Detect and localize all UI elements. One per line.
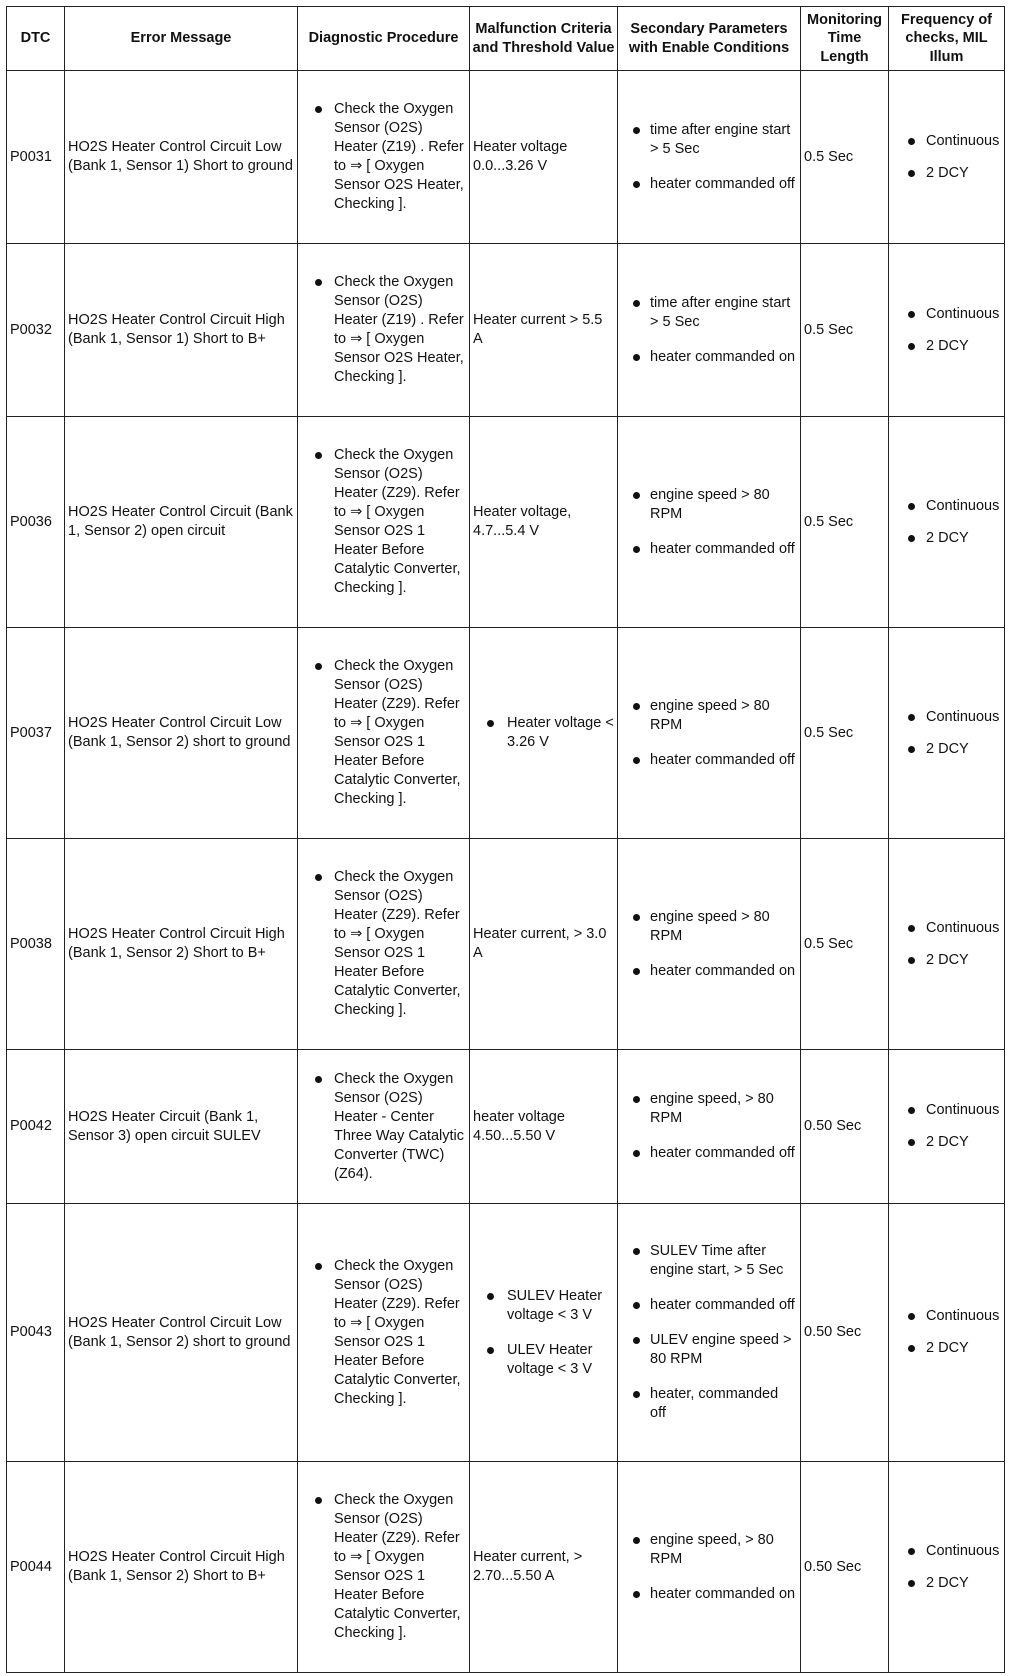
- cell-monitoring-time: 0.50 Sec: [801, 1462, 889, 1673]
- cell-frequency: [889, 628, 1005, 839]
- table-row: [7, 71, 1005, 244]
- criteria-list: [473, 714, 614, 752]
- list-item: heater commanded off: [621, 1144, 797, 1163]
- header-dtc: DTC: [7, 7, 65, 71]
- cell-frequency: [889, 839, 1005, 1050]
- list-item: Continuous: [892, 132, 1001, 151]
- list-item: ULEV Heater voltage < 3 V: [473, 1341, 614, 1379]
- cell-malfunction-criteria: Heater current > 5.5 A: [470, 244, 618, 417]
- cell-dtc: P0044: [7, 1462, 65, 1673]
- list-item: heater commanded off: [621, 751, 797, 770]
- cell-secondary-parameters: [618, 1204, 801, 1462]
- secondary-list: [621, 486, 797, 559]
- cell-monitoring-time: 0.5 Sec: [801, 628, 889, 839]
- cell-frequency: [889, 1462, 1005, 1673]
- cell-diagnostic-procedure: [298, 1050, 470, 1204]
- header-row: [7, 7, 1005, 71]
- secondary-list: [621, 294, 797, 367]
- list-item: 2 DCY: [892, 740, 1001, 759]
- cell-malfunction-criteria: Heater current, > 2.70...5.50 A: [470, 1462, 618, 1673]
- cell-malfunction-criteria: [470, 1204, 618, 1462]
- secondary-list: [621, 121, 797, 194]
- frequency-list: [892, 1101, 1001, 1152]
- list-item: 2 DCY: [892, 529, 1001, 548]
- cell-malfunction-criteria: [470, 628, 618, 839]
- list-item: engine speed > 80 RPM: [621, 697, 797, 735]
- frequency-list: [892, 1542, 1001, 1593]
- list-item: heater, commanded off: [621, 1385, 797, 1423]
- list-item: heater commanded off: [621, 1296, 797, 1315]
- cell-error-message: HO2S Heater Control Circuit Low (Bank 1, Sensor 1) Short to ground: [65, 71, 298, 244]
- procedure-text: Check the Oxygen Sensor (O2S) Heater (Z19) . Refer to ⇒ [ Oxygen Sensor O2S Heater, Checking ].: [301, 100, 466, 214]
- cell-secondary-parameters: [618, 1462, 801, 1673]
- procedure-list: [301, 1491, 466, 1643]
- dtc-table-container: [6, 6, 1005, 1673]
- frequency-list: [892, 132, 1001, 183]
- frequency-list: [892, 1307, 1001, 1358]
- cell-monitoring-time: 0.50 Sec: [801, 1050, 889, 1204]
- secondary-list: [621, 1531, 797, 1604]
- procedure-text: Check the Oxygen Sensor (O2S) Heater - Center Three Way Catalytic Converter (TWC) (Z64).: [301, 1070, 466, 1184]
- table-row: [7, 628, 1005, 839]
- procedure-text: Check the Oxygen Sensor (O2S) Heater (Z29). Refer to ⇒ [ Oxygen Sensor O2S 1 Heater Before Catalytic Converter, Checking ].: [301, 446, 466, 598]
- table-row: [7, 839, 1005, 1050]
- list-item: engine speed, > 80 RPM: [621, 1090, 797, 1128]
- cell-diagnostic-procedure: [298, 417, 470, 628]
- list-item: 2 DCY: [892, 951, 1001, 970]
- cell-dtc: P0032: [7, 244, 65, 417]
- cell-malfunction-criteria: heater voltage 4.50...5.50 V: [470, 1050, 618, 1204]
- header-malfunction-criteria: Malfunction Criteria and Threshold Value: [470, 7, 618, 71]
- procedure-text: Check the Oxygen Sensor (O2S) Heater (Z19) . Refer to ⇒ [ Oxygen Sensor O2S Heater, Checking ].: [301, 273, 466, 387]
- list-item: SULEV Heater voltage < 3 V: [473, 1287, 614, 1325]
- table-body: [7, 71, 1005, 1673]
- header-secondary-parameters: Secondary Parameters with Enable Conditions: [618, 7, 801, 71]
- list-item: engine speed, > 80 RPM: [621, 1531, 797, 1569]
- cell-error-message: HO2S Heater Control Circuit High (Bank 1, Sensor 2) Short to B+: [65, 839, 298, 1050]
- list-item: 2 DCY: [892, 337, 1001, 356]
- procedure-list: [301, 1070, 466, 1184]
- list-item: engine speed > 80 RPM: [621, 908, 797, 946]
- cell-diagnostic-procedure: [298, 628, 470, 839]
- list-item: Continuous: [892, 305, 1001, 324]
- cell-malfunction-criteria: Heater voltage 0.0...3.26 V: [470, 71, 618, 244]
- procedure-text: Check the Oxygen Sensor (O2S) Heater (Z29). Refer to ⇒ [ Oxygen Sensor O2S 1 Heater Before Catalytic Converter, Checking ].: [301, 1491, 466, 1643]
- procedure-list: [301, 1257, 466, 1409]
- procedure-text: Check the Oxygen Sensor (O2S) Heater (Z29). Refer to ⇒ [ Oxygen Sensor O2S 1 Heater Before Catalytic Converter, Checking ].: [301, 868, 466, 1020]
- cell-frequency: [889, 71, 1005, 244]
- header-error-message: Error Message: [65, 7, 298, 71]
- cell-secondary-parameters: [618, 244, 801, 417]
- list-item: heater commanded off: [621, 175, 797, 194]
- procedure-list: [301, 868, 466, 1020]
- cell-monitoring-time: 0.5 Sec: [801, 839, 889, 1050]
- procedure-list: [301, 446, 466, 598]
- list-item: 2 DCY: [892, 1574, 1001, 1593]
- header-frequency: Frequency of checks, MIL Illum: [889, 7, 1005, 71]
- cell-secondary-parameters: [618, 417, 801, 628]
- cell-frequency: [889, 244, 1005, 417]
- list-item: Heater voltage < 3.26 V: [473, 714, 614, 752]
- cell-secondary-parameters: [618, 628, 801, 839]
- cell-error-message: HO2S Heater Control Circuit High (Bank 1, Sensor 1) Short to B+: [65, 244, 298, 417]
- cell-dtc: P0038: [7, 839, 65, 1050]
- procedure-text: Check the Oxygen Sensor (O2S) Heater (Z29). Refer to ⇒ [ Oxygen Sensor O2S 1 Heater Before Catalytic Converter, Checking ].: [301, 1257, 466, 1409]
- cell-secondary-parameters: [618, 839, 801, 1050]
- header-monitoring-time: Monitoring Time Length: [801, 7, 889, 71]
- list-item: 2 DCY: [892, 1339, 1001, 1358]
- frequency-list: [892, 919, 1001, 970]
- cell-frequency: [889, 417, 1005, 628]
- header-diagnostic-procedure: Diagnostic Procedure: [298, 7, 470, 71]
- cell-diagnostic-procedure: [298, 1204, 470, 1462]
- table-row: [7, 417, 1005, 628]
- list-item: ULEV engine speed > 80 RPM: [621, 1331, 797, 1369]
- cell-monitoring-time: 0.5 Sec: [801, 71, 889, 244]
- list-item: heater commanded on: [621, 348, 797, 367]
- cell-error-message: HO2S Heater Circuit (Bank 1, Sensor 3) open circuit SULEV: [65, 1050, 298, 1204]
- frequency-list: [892, 497, 1001, 548]
- list-item: time after engine start > 5 Sec: [621, 294, 797, 332]
- table-row: [7, 1204, 1005, 1462]
- cell-error-message: HO2S Heater Control Circuit (Bank 1, Sensor 2) open circuit: [65, 417, 298, 628]
- procedure-list: [301, 657, 466, 809]
- procedure-text: Check the Oxygen Sensor (O2S) Heater (Z29). Refer to ⇒ [ Oxygen Sensor O2S 1 Heater Before Catalytic Converter, Checking ].: [301, 657, 466, 809]
- list-item: 2 DCY: [892, 1133, 1001, 1152]
- cell-dtc: P0043: [7, 1204, 65, 1462]
- cell-monitoring-time: 0.50 Sec: [801, 1204, 889, 1462]
- cell-malfunction-criteria: Heater current, > 3.0 A: [470, 839, 618, 1050]
- cell-error-message: HO2S Heater Control Circuit Low (Bank 1, Sensor 2) short to ground: [65, 628, 298, 839]
- list-item: engine speed > 80 RPM: [621, 486, 797, 524]
- cell-monitoring-time: 0.5 Sec: [801, 417, 889, 628]
- secondary-list: [621, 908, 797, 981]
- cell-secondary-parameters: [618, 1050, 801, 1204]
- list-item: Continuous: [892, 1101, 1001, 1120]
- cell-dtc: P0031: [7, 71, 65, 244]
- list-item: time after engine start > 5 Sec: [621, 121, 797, 159]
- list-item: Continuous: [892, 1307, 1001, 1326]
- cell-diagnostic-procedure: [298, 1462, 470, 1673]
- list-item: heater commanded off: [621, 540, 797, 559]
- cell-frequency: [889, 1204, 1005, 1462]
- cell-diagnostic-procedure: [298, 839, 470, 1050]
- list-item: heater commanded on: [621, 1585, 797, 1604]
- cell-dtc: P0036: [7, 417, 65, 628]
- table-row: [7, 1050, 1005, 1204]
- cell-diagnostic-procedure: [298, 244, 470, 417]
- procedure-list: [301, 273, 466, 387]
- list-item: 2 DCY: [892, 164, 1001, 183]
- table-row: [7, 244, 1005, 417]
- list-item: Continuous: [892, 1542, 1001, 1561]
- cell-diagnostic-procedure: [298, 71, 470, 244]
- cell-secondary-parameters: [618, 71, 801, 244]
- list-item: heater commanded on: [621, 962, 797, 981]
- table-row: [7, 1462, 1005, 1673]
- criteria-list: [473, 1287, 614, 1379]
- frequency-list: [892, 708, 1001, 759]
- cell-dtc: P0037: [7, 628, 65, 839]
- cell-monitoring-time: 0.5 Sec: [801, 244, 889, 417]
- procedure-list: [301, 100, 466, 214]
- secondary-list: [621, 1090, 797, 1163]
- list-item: Continuous: [892, 919, 1001, 938]
- dtc-table: [6, 6, 1005, 1673]
- list-item: Continuous: [892, 497, 1001, 516]
- cell-frequency: [889, 1050, 1005, 1204]
- cell-error-message: HO2S Heater Control Circuit High (Bank 1, Sensor 2) Short to B+: [65, 1462, 298, 1673]
- secondary-list: [621, 1242, 797, 1423]
- frequency-list: [892, 305, 1001, 356]
- list-item: Continuous: [892, 708, 1001, 727]
- cell-error-message: HO2S Heater Control Circuit Low (Bank 1, Sensor 2) short to ground: [65, 1204, 298, 1462]
- cell-malfunction-criteria: Heater voltage, 4.7...5.4 V: [470, 417, 618, 628]
- secondary-list: [621, 697, 797, 770]
- cell-dtc: P0042: [7, 1050, 65, 1204]
- list-item: SULEV Time after engine start, > 5 Sec: [621, 1242, 797, 1280]
